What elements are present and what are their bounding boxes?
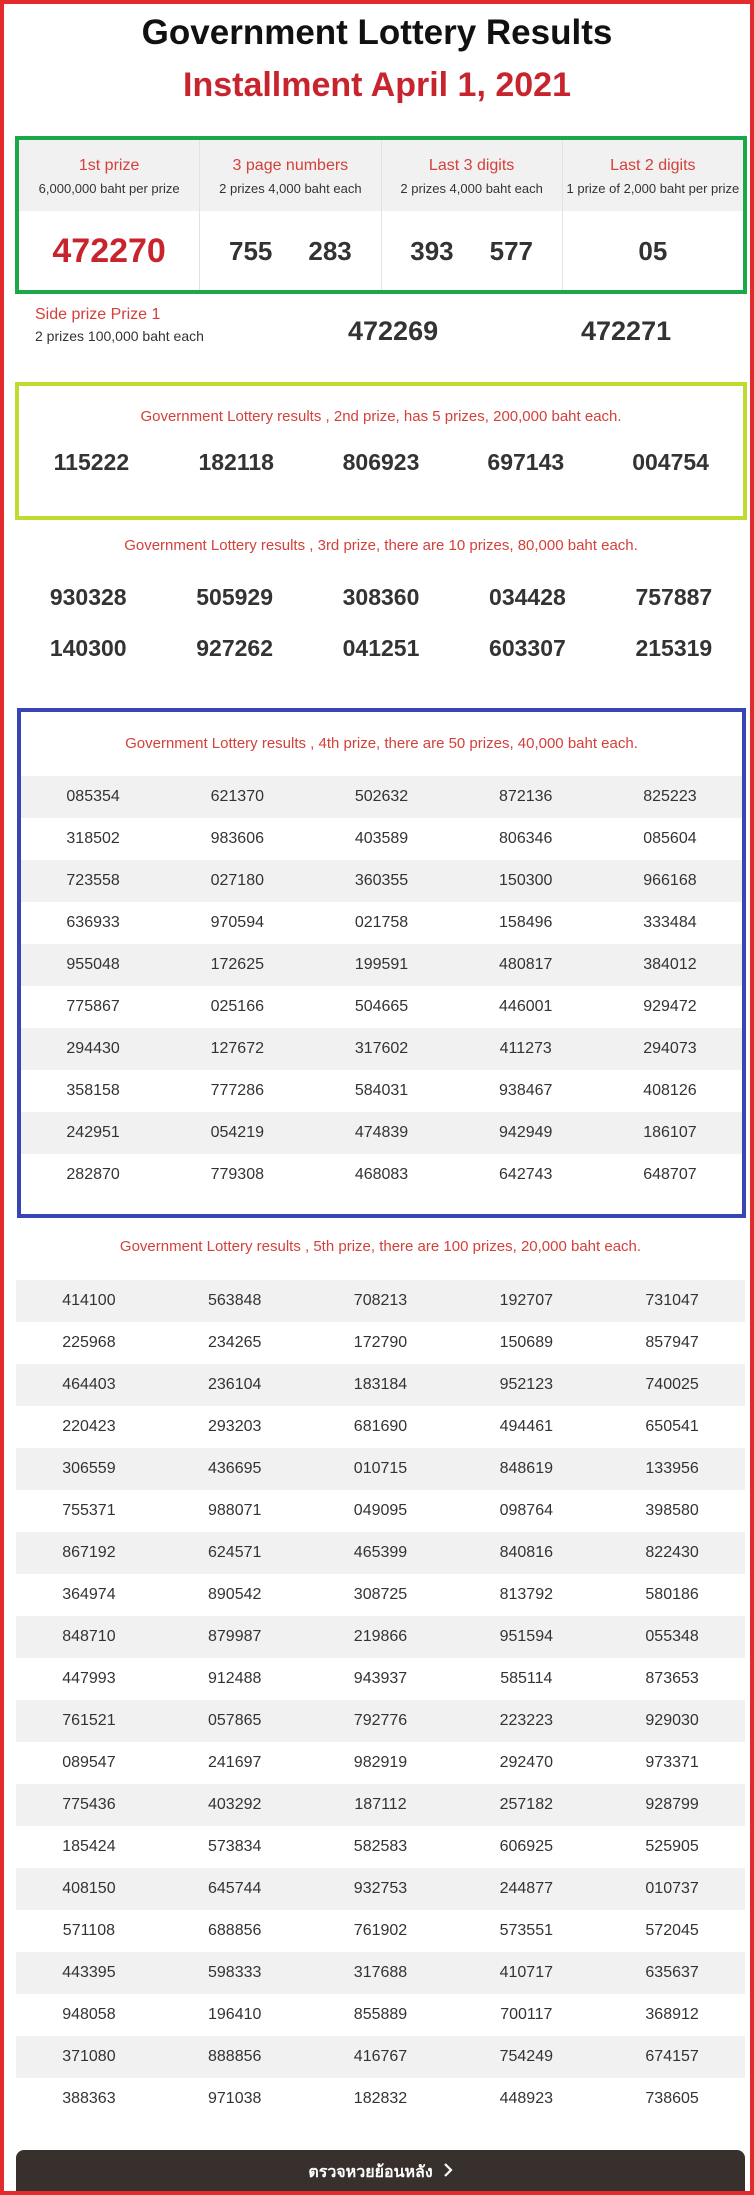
side-prize-number: 472269 bbox=[348, 316, 439, 346]
fifth-prize-number: 948058 bbox=[62, 2006, 116, 2023]
fifth-prize-number: 674157 bbox=[645, 2048, 699, 2065]
fifth-prize-number: 234265 bbox=[208, 1334, 262, 1351]
fourth-prize-number: 333484 bbox=[643, 914, 697, 931]
fourth-prize-box bbox=[17, 708, 746, 1218]
fifth-prize-number: 196410 bbox=[208, 2006, 262, 2023]
fifth-prize-number: 368912 bbox=[645, 2006, 699, 2023]
fifth-prize-caption: Government Lottery results , 5th prize, there are 100 prizes, 20,000 baht each. bbox=[119, 1238, 642, 1255]
fifth-prize-number: 982919 bbox=[353, 1754, 408, 1771]
fourth-prize-number: 983606 bbox=[210, 830, 264, 847]
first-prize-column bbox=[19, 140, 200, 290]
check-past-results-label: ตรวจหวยย้อนหลัง bbox=[308, 2163, 433, 2181]
fifth-prize-number: 645744 bbox=[208, 1880, 262, 1897]
fourth-prize-table bbox=[21, 776, 742, 1196]
second-prize-number: 697143 bbox=[487, 449, 565, 475]
third-prize-number: 215319 bbox=[635, 635, 713, 661]
fifth-prize-number: 192707 bbox=[499, 1292, 553, 1309]
last-two-column bbox=[563, 140, 743, 290]
fifth-prize-number: 573834 bbox=[208, 1838, 262, 1855]
fifth-prize-number: 624571 bbox=[208, 1544, 262, 1561]
fourth-prize-row bbox=[21, 1070, 742, 1112]
fifth-prize-number: 606925 bbox=[499, 1838, 553, 1855]
fifth-prize-number: 408150 bbox=[62, 1880, 116, 1897]
fifth-prize-number: 185424 bbox=[62, 1838, 116, 1855]
fifth-prize-row bbox=[16, 1322, 745, 1364]
fourth-prize-number: 360355 bbox=[354, 872, 409, 889]
fifth-prize-number: 848710 bbox=[62, 1628, 116, 1645]
fifth-prize-number: 929030 bbox=[645, 1712, 699, 1729]
last-three-number: 577 bbox=[489, 236, 534, 266]
fifth-prize-number: 792776 bbox=[353, 1712, 408, 1729]
fifth-prize-number: 089547 bbox=[62, 1754, 116, 1771]
fifth-prize-number: 848619 bbox=[499, 1460, 553, 1477]
fifth-prize-row bbox=[16, 1910, 745, 1952]
fourth-prize-row bbox=[21, 1154, 742, 1196]
fifth-prize-number: 585114 bbox=[500, 1670, 553, 1687]
fourth-prize-row bbox=[21, 944, 742, 986]
fifth-prize-row bbox=[16, 1994, 745, 2036]
fifth-prize-number: 219866 bbox=[353, 1628, 408, 1645]
fourth-prize-number: 242951 bbox=[66, 1124, 120, 1141]
fourth-prize-row bbox=[21, 902, 742, 944]
third-prize-number: 927262 bbox=[196, 635, 273, 661]
second-prize-row bbox=[19, 449, 743, 476]
chevron-right-icon bbox=[443, 2162, 453, 2182]
fifth-prize-number: 414100 bbox=[62, 1292, 116, 1309]
fifth-prize-number: 220423 bbox=[62, 1418, 116, 1435]
fourth-prize-number: 825223 bbox=[643, 788, 697, 805]
second-prize-number: 115222 bbox=[53, 449, 130, 475]
fifth-prize-number: 306559 bbox=[62, 1460, 116, 1477]
fourth-prize-number: 777286 bbox=[210, 1082, 264, 1099]
fifth-prize-number: 183184 bbox=[353, 1376, 408, 1393]
fourth-prize-number: 872136 bbox=[499, 788, 553, 805]
fourth-prize-number: 408126 bbox=[643, 1082, 697, 1099]
side-prize-label: Side prize Prize 1 bbox=[35, 306, 161, 323]
fifth-prize-number: 932753 bbox=[353, 1880, 408, 1897]
fourth-prize-number: 584031 bbox=[354, 1082, 409, 1099]
fifth-prize-number: 494461 bbox=[499, 1418, 553, 1435]
fifth-prize-number: 388363 bbox=[62, 2090, 116, 2107]
fourth-prize-number: 282870 bbox=[66, 1166, 120, 1183]
second-prize-caption: Government Lottery results , 2nd prize, has 5 prizes, 200,000 baht each. bbox=[140, 408, 622, 425]
fourth-prize-number: 502632 bbox=[354, 788, 409, 805]
fourth-prize-number: 294073 bbox=[643, 1040, 697, 1057]
third-prize-number: 140300 bbox=[49, 635, 127, 661]
fourth-prize-number: 806346 bbox=[499, 830, 553, 847]
front-three-sub: 2 prizes 4,000 baht each bbox=[219, 181, 362, 196]
fifth-prize-number: 447993 bbox=[62, 1670, 116, 1687]
last-three-number: 393 bbox=[410, 236, 454, 266]
fifth-prize-number: 912488 bbox=[208, 1670, 262, 1687]
fifth-prize-row bbox=[16, 2078, 745, 2120]
fifth-prize-row bbox=[16, 1616, 745, 1658]
fifth-prize-number: 150689 bbox=[499, 1334, 553, 1351]
fifth-prize-number: 436695 bbox=[208, 1460, 262, 1477]
fifth-prize-number: 928799 bbox=[645, 1796, 699, 1813]
page-title: Government Lottery Results bbox=[141, 13, 613, 52]
fifth-prize-number: 855889 bbox=[353, 2006, 408, 2023]
front-three-column bbox=[200, 140, 381, 290]
fourth-prize-number: 621370 bbox=[210, 788, 264, 805]
fifth-prize-number: 049095 bbox=[353, 1502, 408, 1519]
fifth-prize-number: 293203 bbox=[208, 1418, 262, 1435]
fifth-prize-number: 317688 bbox=[353, 1964, 408, 1981]
fifth-prize-number: 951594 bbox=[499, 1628, 553, 1645]
second-prize-box bbox=[15, 382, 747, 520]
fifth-prize-number: 840816 bbox=[499, 1544, 553, 1561]
fifth-prize-number: 755371 bbox=[62, 1502, 116, 1519]
fifth-prize-number: 888856 bbox=[208, 2048, 262, 2065]
fifth-prize-section bbox=[16, 1224, 745, 2114]
fourth-prize-number: 938467 bbox=[499, 1082, 553, 1099]
fifth-prize-number: 580186 bbox=[645, 1586, 699, 1603]
fifth-prize-table bbox=[16, 1280, 745, 2120]
third-prize-row bbox=[15, 584, 747, 611]
third-prize-number: 930328 bbox=[49, 584, 127, 610]
fourth-prize-number: 966168 bbox=[643, 872, 697, 889]
fourth-prize-number: 127672 bbox=[210, 1040, 264, 1057]
fifth-prize-number: 943937 bbox=[353, 1670, 408, 1687]
side-prize-number: 472271 bbox=[581, 316, 672, 346]
fourth-prize-number: 085354 bbox=[66, 788, 120, 805]
fifth-prize-number: 582583 bbox=[353, 1838, 408, 1855]
fourth-prize-caption: Government Lottery results , 4th prize, there are 50 prizes, 40,000 baht each. bbox=[125, 735, 638, 752]
fourth-prize-number: 358158 bbox=[66, 1082, 120, 1099]
fifth-prize-number: 410717 bbox=[499, 1964, 553, 1981]
fifth-prize-number: 398580 bbox=[645, 1502, 699, 1519]
fourth-prize-number: 636933 bbox=[66, 914, 120, 931]
fourth-prize-number: 468083 bbox=[354, 1166, 409, 1183]
fifth-prize-row bbox=[16, 1826, 745, 1868]
fourth-prize-number: 723558 bbox=[66, 872, 120, 889]
second-prize-number: 806923 bbox=[342, 449, 420, 475]
check-past-results-button[interactable] bbox=[16, 2150, 745, 2194]
fourth-prize-number: 642743 bbox=[499, 1166, 553, 1183]
fourth-prize-number: 027180 bbox=[210, 872, 264, 889]
side-prize-sub: 2 prizes 100,000 baht each bbox=[35, 328, 204, 344]
fifth-prize-number: 244877 bbox=[499, 1880, 553, 1897]
fifth-prize-row bbox=[16, 1490, 745, 1532]
fifth-prize-number: 057865 bbox=[208, 1712, 262, 1729]
fifth-prize-row bbox=[16, 1784, 745, 1826]
fourth-prize-row bbox=[21, 1028, 742, 1070]
fifth-prize-number: 813792 bbox=[499, 1586, 553, 1603]
fifth-prize-row bbox=[16, 1700, 745, 1742]
fifth-prize-number: 563848 bbox=[208, 1292, 262, 1309]
fifth-prize-row bbox=[16, 1448, 745, 1490]
fourth-prize-number: 317602 bbox=[354, 1040, 409, 1057]
fifth-prize-number: 223223 bbox=[499, 1712, 553, 1729]
fourth-prize-row bbox=[21, 986, 742, 1028]
fourth-prize-number: 411273 bbox=[499, 1040, 552, 1057]
fifth-prize-row bbox=[16, 1406, 745, 1448]
last-three-label: Last 3 digits bbox=[428, 157, 515, 174]
third-prize-section bbox=[15, 528, 747, 688]
fourth-prize-number: 158496 bbox=[499, 914, 553, 931]
fifth-prize-number: 890542 bbox=[208, 1586, 262, 1603]
third-prize-number: 308360 bbox=[342, 584, 420, 610]
fifth-prize-number: 292470 bbox=[499, 1754, 553, 1771]
fifth-prize-number: 973371 bbox=[645, 1754, 699, 1771]
fifth-prize-number: 572045 bbox=[645, 1922, 699, 1939]
fifth-prize-row bbox=[16, 1574, 745, 1616]
side-prize-section bbox=[15, 302, 747, 364]
fifth-prize-number: 761521 bbox=[62, 1712, 116, 1729]
fourth-prize-number: 150300 bbox=[499, 872, 553, 889]
third-prize-row bbox=[15, 635, 747, 662]
fifth-prize-number: 443395 bbox=[62, 1964, 116, 1981]
fourth-prize-row bbox=[21, 776, 742, 818]
fifth-prize-number: 971038 bbox=[208, 2090, 262, 2107]
fifth-prize-number: 187112 bbox=[354, 1796, 407, 1813]
fifth-prize-number: 988071 bbox=[208, 1502, 262, 1519]
third-prize-number: 505929 bbox=[196, 584, 273, 610]
third-prize-caption: Government Lottery results , 3rd prize, there are 10 prizes, 80,000 baht each. bbox=[124, 537, 638, 554]
fifth-prize-number: 754249 bbox=[499, 2048, 553, 2065]
third-prize-number: 603307 bbox=[489, 635, 566, 661]
second-prize-number: 182118 bbox=[198, 449, 274, 475]
fifth-prize-row bbox=[16, 1658, 745, 1700]
fifth-prize-number: 465399 bbox=[353, 1544, 408, 1561]
last-two-sub: 1 prize of 2,000 baht per prize bbox=[566, 181, 740, 196]
fifth-prize-number: 133956 bbox=[645, 1460, 699, 1477]
fourth-prize-number: 294430 bbox=[66, 1040, 120, 1057]
fifth-prize-number: 681690 bbox=[353, 1418, 408, 1435]
front-three-label: 3 page numbers bbox=[232, 157, 349, 174]
fourth-prize-number: 779308 bbox=[210, 1166, 264, 1183]
fourth-prize-number: 970594 bbox=[210, 914, 264, 931]
last-three-column bbox=[382, 140, 563, 290]
fourth-prize-number: 929472 bbox=[643, 998, 697, 1015]
fourth-prize-number: 775867 bbox=[66, 998, 120, 1015]
fifth-prize-number: 867192 bbox=[62, 1544, 116, 1561]
fifth-prize-number: 371080 bbox=[62, 2048, 116, 2065]
fourth-prize-number: 054219 bbox=[210, 1124, 264, 1141]
fourth-prize-row bbox=[21, 1112, 742, 1154]
third-prize-number: 041251 bbox=[342, 635, 420, 661]
fourth-prize-number: 504665 bbox=[354, 998, 409, 1015]
fifth-prize-row bbox=[16, 1868, 745, 1910]
fifth-prize-number: 761902 bbox=[353, 1922, 408, 1939]
second-prize-number: 004754 bbox=[632, 449, 709, 475]
fifth-prize-number: 688856 bbox=[208, 1922, 262, 1939]
fifth-prize-number: 182832 bbox=[353, 2090, 408, 2107]
fourth-prize-number: 403589 bbox=[354, 830, 409, 847]
fifth-prize-number: 525905 bbox=[645, 1838, 699, 1855]
fifth-prize-row bbox=[16, 1364, 745, 1406]
front-three-number: 283 bbox=[308, 236, 352, 266]
fifth-prize-number: 416767 bbox=[353, 2048, 408, 2065]
fourth-prize-number: 186107 bbox=[643, 1124, 697, 1141]
fourth-prize-number: 480817 bbox=[499, 956, 553, 973]
fifth-prize-number: 098764 bbox=[499, 1502, 553, 1519]
fifth-prize-number: 364974 bbox=[62, 1586, 116, 1603]
fifth-prize-number: 700117 bbox=[500, 2006, 553, 2023]
fourth-prize-number: 318502 bbox=[66, 830, 120, 847]
fourth-prize-number: 021758 bbox=[354, 914, 409, 931]
fourth-prize-number: 446001 bbox=[499, 998, 553, 1015]
fourth-prize-number: 955048 bbox=[66, 956, 120, 973]
fifth-prize-number: 010737 bbox=[645, 1880, 699, 1897]
fifth-prize-row bbox=[16, 1532, 745, 1574]
fifth-prize-number: 241697 bbox=[208, 1754, 262, 1771]
fifth-prize-number: 055348 bbox=[645, 1628, 699, 1645]
fifth-prize-number: 225968 bbox=[62, 1334, 116, 1351]
fifth-prize-number: 740025 bbox=[645, 1376, 699, 1393]
fourth-prize-number: 384012 bbox=[643, 956, 697, 973]
fifth-prize-number: 635637 bbox=[645, 1964, 699, 1981]
fifth-prize-number: 172790 bbox=[353, 1334, 408, 1351]
fifth-prize-number: 257182 bbox=[499, 1796, 553, 1813]
fifth-prize-number: 571108 bbox=[62, 1922, 115, 1939]
fourth-prize-number: 172625 bbox=[210, 956, 264, 973]
fifth-prize-number: 738605 bbox=[645, 2090, 699, 2107]
third-prize-number: 034428 bbox=[489, 584, 566, 610]
fifth-prize-number: 952123 bbox=[499, 1376, 553, 1393]
front-three-number: 755 bbox=[228, 236, 273, 266]
fourth-prize-row bbox=[21, 860, 742, 902]
fourth-prize-number: 025166 bbox=[210, 998, 264, 1015]
fifth-prize-number: 775436 bbox=[62, 1796, 116, 1813]
fifth-prize-row bbox=[16, 1952, 745, 1994]
first-prize-sub: 6,000,000 baht per prize bbox=[38, 181, 180, 196]
fifth-prize-number: 708213 bbox=[353, 1292, 408, 1309]
fourth-prize-number: 199591 bbox=[354, 956, 409, 973]
fifth-prize-number: 879987 bbox=[208, 1628, 262, 1645]
fifth-prize-number: 236104 bbox=[208, 1376, 262, 1393]
last-two-number: 05 bbox=[638, 236, 668, 266]
fourth-prize-number: 474839 bbox=[354, 1124, 409, 1141]
fourth-prize-number: 942949 bbox=[499, 1124, 553, 1141]
fourth-prize-number: 085604 bbox=[643, 830, 697, 847]
first-prize-box bbox=[15, 136, 747, 294]
fifth-prize-row bbox=[16, 1280, 745, 1322]
fifth-prize-number: 403292 bbox=[208, 1796, 262, 1813]
fifth-prize-number: 650541 bbox=[645, 1418, 699, 1435]
fifth-prize-number: 464403 bbox=[62, 1376, 116, 1393]
last-three-sub: 2 prizes 4,000 baht each bbox=[400, 181, 543, 196]
first-prize-number: 472270 bbox=[52, 232, 166, 270]
installment-title: Installment April 1, 2021 bbox=[183, 66, 571, 104]
fourth-prize-row bbox=[21, 818, 742, 860]
fifth-prize-number: 448923 bbox=[499, 2090, 553, 2107]
first-prize-label: 1st prize bbox=[78, 157, 140, 174]
fifth-prize-number: 308725 bbox=[353, 1586, 408, 1603]
last-two-label: Last 2 digits bbox=[610, 157, 696, 174]
fifth-prize-number: 822430 bbox=[645, 1544, 699, 1561]
fifth-prize-number: 857947 bbox=[645, 1334, 699, 1351]
fifth-prize-row bbox=[16, 1742, 745, 1784]
fifth-prize-row bbox=[16, 2036, 745, 2078]
fifth-prize-number: 873653 bbox=[645, 1670, 699, 1687]
fifth-prize-number: 010715 bbox=[353, 1460, 408, 1477]
third-prize-number: 757887 bbox=[635, 584, 713, 610]
fifth-prize-number: 598333 bbox=[208, 1964, 262, 1981]
fourth-prize-number: 648707 bbox=[643, 1166, 697, 1183]
fifth-prize-number: 573551 bbox=[499, 1922, 553, 1939]
fifth-prize-number: 731047 bbox=[645, 1292, 699, 1309]
